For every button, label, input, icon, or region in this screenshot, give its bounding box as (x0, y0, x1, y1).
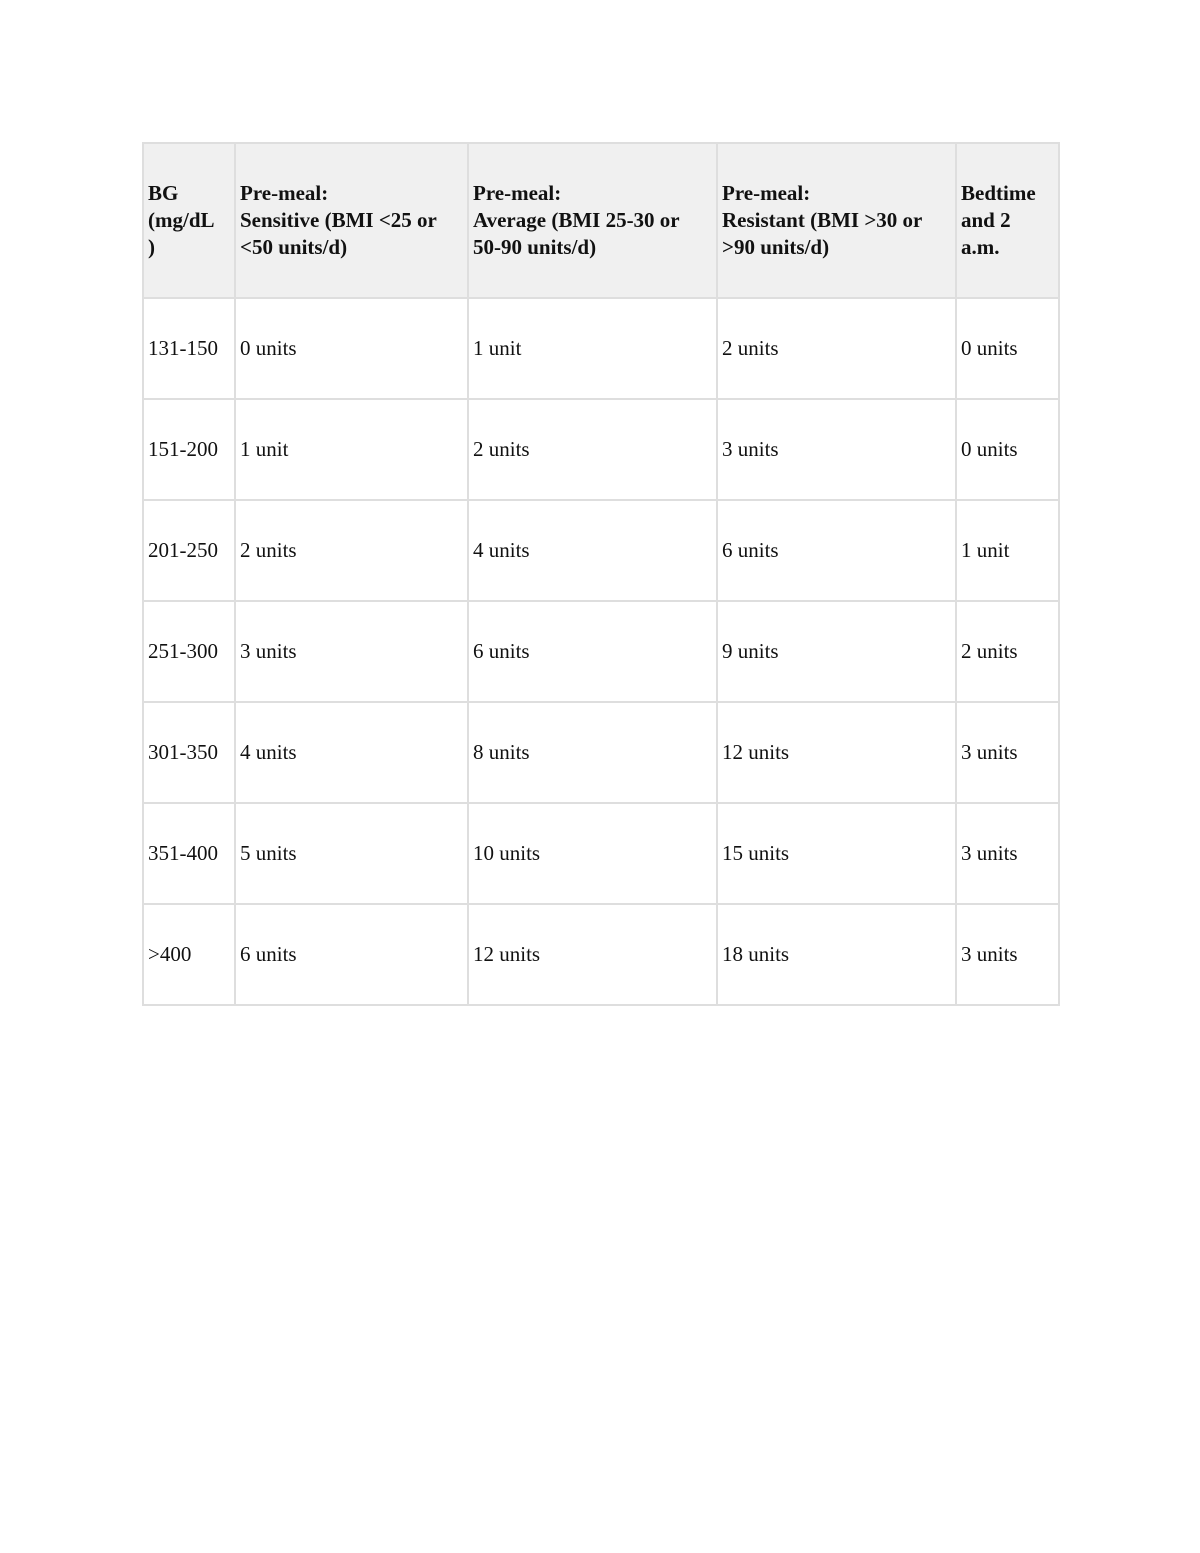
header-bedtime-line3: a.m. (961, 235, 1000, 259)
header-resistant (717, 143, 956, 298)
table-row (143, 601, 1059, 702)
cell-resistant-dose: 12 units (717, 702, 956, 803)
table-header (143, 143, 1059, 298)
cell-bedtime-dose: 3 units (956, 803, 1059, 904)
cell-bg-range: 251-300 (143, 601, 235, 702)
header-sensitive-line3: <50 units/d) (240, 235, 348, 259)
cell-bg-range: 131-150 (143, 298, 235, 399)
table-row (143, 298, 1059, 399)
header-sensitive-line2: Sensitive (BMI <25 or (240, 208, 437, 232)
cell-sensitive-dose: 3 units (235, 601, 468, 702)
header-bedtime-line1: Bedtime (961, 181, 1036, 205)
cell-average-dose: 6 units (468, 601, 717, 702)
cell-bedtime-dose: 0 units (956, 298, 1059, 399)
header-average-line1: Pre-meal: (473, 181, 562, 205)
cell-average-dose: 1 unit (468, 298, 717, 399)
header-resistant-line1: Pre-meal: (722, 181, 811, 205)
cell-average-dose: 2 units (468, 399, 717, 500)
table-row (143, 399, 1059, 500)
header-bg (143, 143, 235, 298)
cell-resistant-dose: 3 units (717, 399, 956, 500)
header-resistant-line2: Resistant (BMI >30 or (722, 208, 923, 232)
cell-bedtime-dose: 3 units (956, 702, 1059, 803)
header-resistant-line3: >90 units/d) (722, 235, 830, 259)
cell-sensitive-dose: 2 units (235, 500, 468, 601)
cell-resistant-dose: 6 units (717, 500, 956, 601)
cell-sensitive-dose: 6 units (235, 904, 468, 1005)
header-bedtime-line2: and 2 (961, 208, 1011, 232)
cell-average-dose: 4 units (468, 500, 717, 601)
table-row (143, 904, 1059, 1005)
header-average (468, 143, 717, 298)
table-row (143, 803, 1059, 904)
cell-average-dose: 8 units (468, 702, 717, 803)
header-row (143, 143, 1059, 298)
header-bg-line2: (mg/dL (148, 208, 215, 232)
cell-resistant-dose: 2 units (717, 298, 956, 399)
header-bedtime (956, 143, 1059, 298)
cell-resistant-dose: 18 units (717, 904, 956, 1005)
cell-bg-range: 201-250 (143, 500, 235, 601)
cell-sensitive-dose: 4 units (235, 702, 468, 803)
cell-bedtime-dose: 0 units (956, 399, 1059, 500)
header-sensitive-line1: Pre-meal: (240, 181, 329, 205)
cell-bedtime-dose: 1 unit (956, 500, 1059, 601)
cell-average-dose: 12 units (468, 904, 717, 1005)
insulin-correction-table (142, 142, 1060, 1006)
header-bg-line3: ) (148, 235, 155, 259)
header-sensitive (235, 143, 468, 298)
cell-sensitive-dose: 5 units (235, 803, 468, 904)
header-bg-line1: BG (148, 181, 179, 205)
cell-bg-range: 301-350 (143, 702, 235, 803)
table-row (143, 702, 1059, 803)
cell-bedtime-dose: 2 units (956, 601, 1059, 702)
cell-average-dose: 10 units (468, 803, 717, 904)
table-row (143, 500, 1059, 601)
table-body (143, 298, 1059, 1005)
cell-sensitive-dose: 0 units (235, 298, 468, 399)
cell-resistant-dose: 15 units (717, 803, 956, 904)
cell-bg-range: >400 (143, 904, 235, 1005)
cell-bg-range: 351-400 (143, 803, 235, 904)
cell-bg-range: 151-200 (143, 399, 235, 500)
cell-sensitive-dose: 1 unit (235, 399, 468, 500)
header-average-line2: Average (BMI 25-30 or (473, 208, 680, 232)
cell-bedtime-dose: 3 units (956, 904, 1059, 1005)
cell-resistant-dose: 9 units (717, 601, 956, 702)
header-average-line3: 50-90 units/d) (473, 235, 597, 259)
